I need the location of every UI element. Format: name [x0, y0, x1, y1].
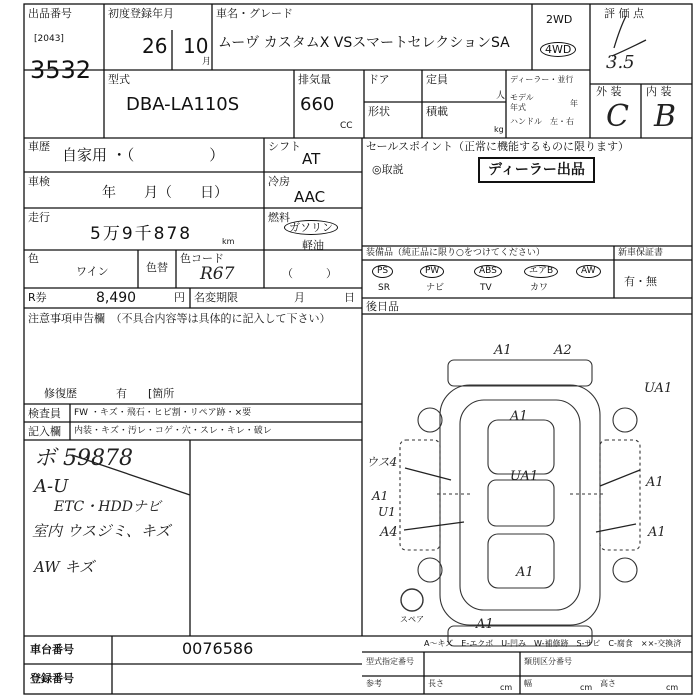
displacement-value: 660 [300, 94, 335, 115]
equip-leather: カワ [530, 283, 549, 293]
model-year-label2: 年式 [510, 103, 526, 112]
sales-point-value: ◎取説 [372, 163, 404, 176]
equip-navi: ナビ [426, 283, 445, 293]
drive-4wd: 4WD [540, 42, 576, 57]
legend-exterior: FW ・キズ・飛石・ヒビ割・リペア跡・×要 [74, 408, 252, 418]
interior-grade: B [654, 99, 677, 134]
warranty-label: 新車保証書 [618, 248, 664, 258]
shift-label: シフト [268, 140, 301, 153]
writer-label: 記入欄 [28, 425, 61, 438]
meigi-day: 日 [344, 291, 355, 304]
mark-left-rear: A4 [380, 525, 398, 540]
first-reg-label: 初度登録年月 [108, 7, 174, 20]
model-year-label: モデル [510, 93, 534, 102]
ref-label: 参考 [366, 679, 382, 688]
chassis-value: 0076586 [182, 639, 254, 658]
tone-label: 色替 [146, 261, 168, 274]
month-unit: 月 [202, 57, 212, 67]
mark-right-front: UA1 [644, 381, 673, 396]
sales-point-label: セールスポイント（正常に機能するものに限ります） [366, 140, 630, 153]
color-label: 色 [28, 252, 39, 265]
type-value: DBA-LA110S [126, 94, 240, 115]
cc-unit: CC [340, 121, 353, 131]
fuel-gas: ガソリン [284, 220, 338, 235]
fuel-label: 燃料 [268, 211, 290, 224]
color-code-label: 色コード [180, 252, 224, 265]
meigi-label: 名変期限 [194, 291, 238, 304]
mark-roof: UA1 [510, 469, 539, 484]
handle-label: ハンドル [510, 117, 542, 126]
mark-front-left: A1 [494, 343, 512, 358]
note-line-3: ETC・HDDナビ [54, 499, 161, 515]
category-label: 類別区分番号 [524, 657, 572, 666]
reg-year: 26 [142, 34, 168, 58]
note-line-1: ボ 59878 [34, 446, 133, 471]
dealer-label: ディーラー・並行 [510, 75, 574, 84]
score-value: 3.5 [606, 52, 635, 73]
mark-left-door-1: A1 [372, 489, 389, 503]
note-line-2: A-U [34, 476, 69, 497]
exterior-label: 外 装 [596, 85, 622, 98]
warranty-value: 有・無 [624, 275, 657, 288]
door-label: ドア [368, 73, 390, 86]
length-unit: cm [500, 683, 513, 692]
exterior-grade: C [606, 99, 629, 134]
repair-label: 修復歴 [44, 387, 77, 400]
width-unit: cm [580, 683, 593, 692]
mark-left-door-2: U1 [378, 505, 396, 519]
shape-label: 形状 [368, 105, 390, 118]
dealer-badge: ディーラー出品 [478, 157, 595, 183]
length-label: 長さ [428, 679, 444, 688]
mark-hood: A1 [510, 409, 528, 424]
equip-aw: AW [576, 265, 601, 278]
shift-value: AT [302, 150, 321, 168]
color-code-value: R67 [200, 264, 235, 284]
note-line-5: AW キズ [34, 558, 95, 576]
mark-rear-bumper: A1 [476, 617, 494, 632]
mileage-label: 走行 [28, 211, 50, 224]
score-label: 評 価 点 [604, 7, 644, 20]
color-value: ワイン [76, 265, 109, 278]
inspector-label: 検査員 [28, 407, 61, 420]
meigi-month: 月 [294, 291, 305, 304]
equip-abs: ABS [474, 265, 502, 278]
inspection-label: 車検 [28, 175, 50, 188]
model-name: ムーヴ カスタムX VSスマートセレクションSA [218, 35, 510, 51]
fuel-diesel: 軽油 [302, 239, 324, 252]
mark-right-door: A1 [646, 475, 664, 490]
repair-value: 有 [116, 387, 127, 400]
kg-unit: kg [494, 125, 504, 134]
chassis-label: 車台番号 [30, 643, 74, 656]
model-grade-label: 車名・グレード [216, 7, 293, 20]
mark-front-right: A2 [554, 343, 572, 358]
lot-label: 出品番号 [28, 7, 72, 20]
lot-code: [2043] [34, 34, 64, 44]
legend-interior: 内装・キズ・汚レ・コゲ・穴・スレ・キレ・破レ [74, 426, 272, 436]
reg-month: 10 [183, 34, 209, 58]
capacity-label: 定員 [426, 73, 448, 86]
equip-sr: SR [378, 283, 390, 293]
fuel-blank: （ ） [282, 267, 337, 280]
person-unit: 人 [496, 91, 506, 101]
width-label: 幅 [524, 679, 532, 688]
drive-2wd: 2WD [546, 13, 573, 26]
lot-number: 3532 [30, 56, 92, 84]
km-unit: km [222, 237, 235, 246]
equip-pw: PW [420, 265, 444, 278]
load-label: 積載 [426, 105, 448, 118]
recycle-label: R券 [28, 291, 47, 304]
interior-label: 内 装 [646, 85, 672, 98]
ac-value: AAC [294, 188, 326, 206]
ac-label: 冷房 [268, 175, 290, 188]
usage-value: 自家用 ・（ ） [62, 146, 225, 164]
usage-label: 車歴 [28, 140, 50, 153]
note-line-4: 室内 ウスジミ、キズ [32, 522, 171, 540]
mileage-value: 5万9千878 [90, 224, 193, 244]
height-unit: cm [666, 683, 679, 692]
yen-unit: 円 [174, 291, 185, 304]
year-unit: 年 [570, 99, 578, 108]
inspection-value: 年 月（ 日） [102, 185, 228, 201]
reg-label: 登録番号 [30, 672, 74, 685]
equipment-label: 装備品（純正品に限り○をつけてください） [366, 248, 545, 258]
mark-right-rear: A1 [648, 525, 666, 540]
spare-label: スペア [400, 615, 424, 624]
mark-trunk: A1 [516, 565, 534, 580]
handle-value: 左・右 [550, 117, 574, 126]
repair-place: [箇所 [148, 387, 175, 400]
car-diagram [400, 360, 640, 646]
height-label: 高さ [600, 679, 616, 688]
notice-label: 注意事項申告欄 （不具合内容等は具体的に記入して下さい） [28, 312, 331, 325]
recycle-value: 8,490 [96, 290, 137, 306]
designation-label: 型式指定番号 [366, 657, 414, 666]
mark-left-front: ウス4 [366, 455, 398, 469]
damage-legend: A～キズ E-エクボ U-凹み W-補修跡 S-サビ C-腐食 ××-交換済 [424, 639, 682, 648]
type-label: 型式 [108, 73, 130, 86]
displacement-label: 排気量 [298, 73, 331, 86]
equip-tv: TV [480, 283, 492, 293]
equip-airbag: エアB [524, 265, 558, 278]
equip-ps: PS [372, 265, 393, 278]
after-label: 後日品 [366, 300, 399, 313]
